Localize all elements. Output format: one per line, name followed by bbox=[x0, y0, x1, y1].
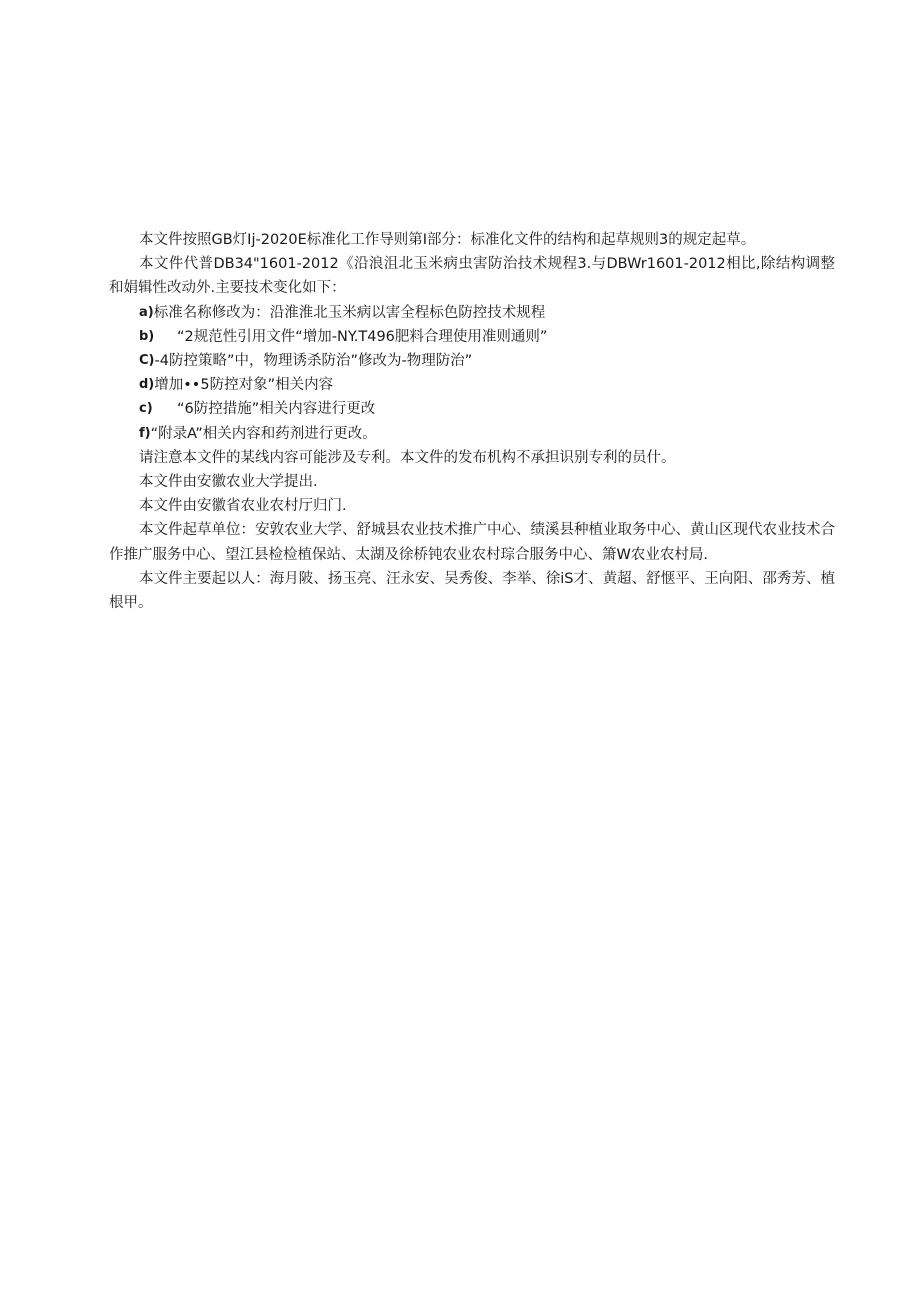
foreword-section bbox=[109, 228, 835, 615]
administrator-paragraph: 本文件由安徽省农业农村厅归门. bbox=[139, 498, 347, 515]
drafting-units-paragraph: 本文件起草单位：安敦农业大学、舒城县农业技术推广中心、绩溪县种植业取务中心、黄山区现代农业技术合作推广服务中心、望江县检检植保站、太湖及徐桥钝农业农村琮合服务中心、箫W农业农村局. bbox=[109, 522, 835, 563]
change-item-marker: f) bbox=[139, 425, 151, 441]
change-item-marker: c) bbox=[139, 401, 153, 417]
drafters-paragraph: 本文件主要起以人：海月陂、扬玉亮、汪永安、吴秀俊、李举、徐iS才、黄超、舒惬平、王向阳、邵秀芳、植根甲。 bbox=[109, 570, 835, 612]
change-item-c bbox=[109, 349, 835, 373]
change-item-text: 增加••5防控对象”相关内容 bbox=[154, 377, 334, 394]
change-item-d bbox=[109, 373, 835, 397]
change-item-f bbox=[109, 422, 835, 446]
patent-notice-paragraph: 请注意本文件的某线内容可能涉及专利。本文件的发布机构不承担识别专利的员什。 bbox=[139, 449, 676, 466]
change-item-text: “2规范性引用文件“增加-NY.T496肥料合理使用准则通则” bbox=[177, 328, 548, 345]
change-item-marker: b) bbox=[139, 328, 155, 344]
change-item-text: “6防控措施”相关内容进行更改 bbox=[177, 401, 376, 418]
change-item-text: -4防控策略”中，物理诱杀防治”修改为-物理防治” bbox=[154, 353, 473, 370]
change-item-a bbox=[109, 301, 835, 325]
replacement-paragraph: 本文件代普DB34"1601-2012《沿浪沮北玉米病虫害防治技术规程3.与DBWr1601-2012相比,除结构调整和娟辑性改动外.主要技术变化如下： bbox=[109, 256, 835, 297]
change-item-b bbox=[109, 325, 835, 349]
change-item-marker: a) bbox=[139, 304, 154, 320]
drafting-rules-paragraph: 本文件按照GB灯Ij-2020E标准化工作导则第I部分：标准化文件的结构和起草规则3的规定起草。 bbox=[139, 232, 756, 248]
change-item-marker: d) bbox=[139, 377, 155, 393]
change-item-text: 标准名称修改为：沿淮淮北玉米病以害全程标色防控技术规程 bbox=[153, 304, 546, 321]
change-item-marker: C) bbox=[139, 353, 155, 369]
change-item-text: “附录A”相关内容和药剂进行更改。 bbox=[150, 425, 377, 442]
change-item-e bbox=[109, 397, 835, 421]
proposer-paragraph: 本文件由安徽农业大学提出. bbox=[139, 474, 318, 491]
